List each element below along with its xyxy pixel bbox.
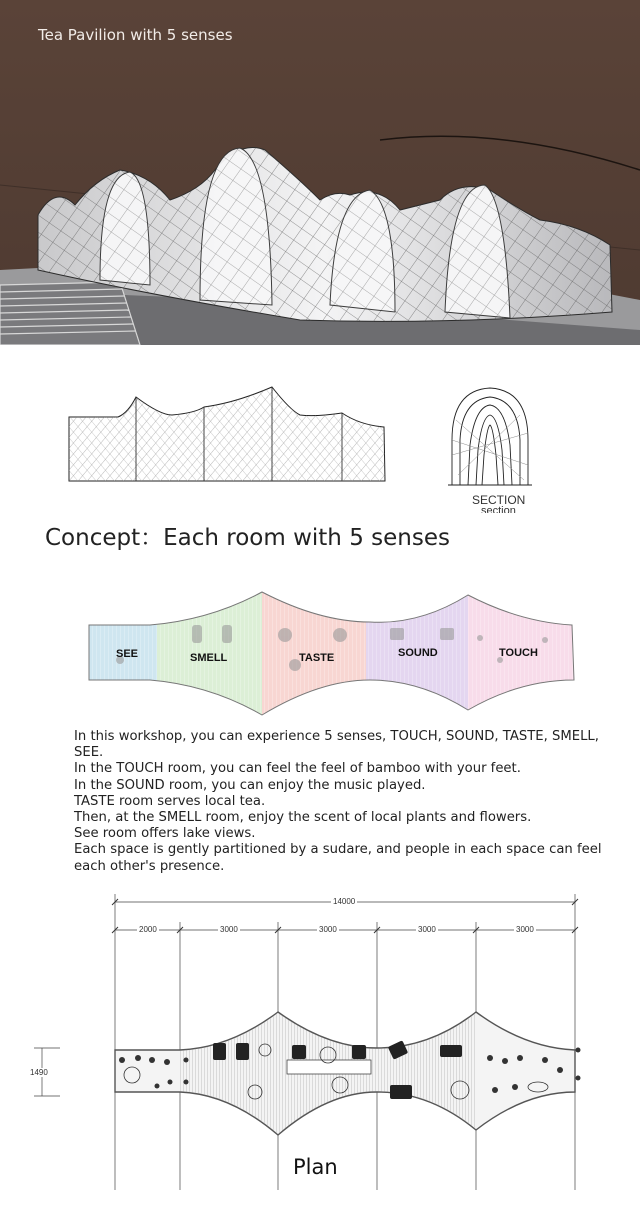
plan-title: Plan	[293, 1155, 338, 1179]
page-title: Tea Pavilion with 5 senses	[38, 26, 233, 44]
section-view	[448, 388, 532, 485]
elevation-drawings	[0, 345, 640, 515]
dimension-segment: 3000	[319, 925, 337, 934]
description-line: In this workshop, you can experience 5 senses, TOUCH, SOUND, TASTE, SMELL, SEE.	[74, 729, 599, 761]
dimension-segment: 2000	[139, 925, 157, 934]
description-line: Each space is gently partitioned by a sudare, and people in each space can feel	[74, 842, 602, 858]
description-line: In the TOUCH room, you can feel the feel of bamboo with your feet.	[74, 761, 521, 777]
description-line: each other's presence.	[74, 858, 225, 874]
elevation-svg	[0, 345, 640, 515]
section-label: SECTION	[472, 493, 526, 507]
description	[74, 729, 614, 875]
description-line: See room offers lake views.	[74, 826, 256, 842]
concept-title: Concept：Each room with 5 senses	[45, 525, 450, 551]
dimension-segment: 3000	[516, 925, 534, 934]
dimension-segment: 3000	[418, 925, 436, 934]
concept-diagram	[0, 580, 640, 725]
room-label-taste: TASTE	[299, 652, 335, 664]
section-label-handwritten: section	[481, 506, 516, 513]
description-line: Then, at the SMELL room, enjoy the scent of local plants and flowers.	[74, 810, 532, 826]
dimension-segment: 3000	[220, 925, 238, 934]
description-line: TASTE room serves local tea.	[74, 793, 266, 809]
room-label-see: SEE	[116, 648, 139, 660]
description-line: In the SOUND room, you can enjoy the music played.	[74, 777, 426, 793]
room-label-smell: SMELL	[190, 652, 228, 664]
dimension-total: 14000	[333, 897, 356, 906]
pavilion-render	[0, 0, 640, 345]
hero-render	[0, 0, 640, 345]
room-label-touch: TOUCH	[499, 647, 538, 659]
dimension-height: 1490	[30, 1068, 48, 1077]
elevation-view	[69, 387, 385, 481]
room-label-sound: SOUND	[398, 647, 438, 659]
